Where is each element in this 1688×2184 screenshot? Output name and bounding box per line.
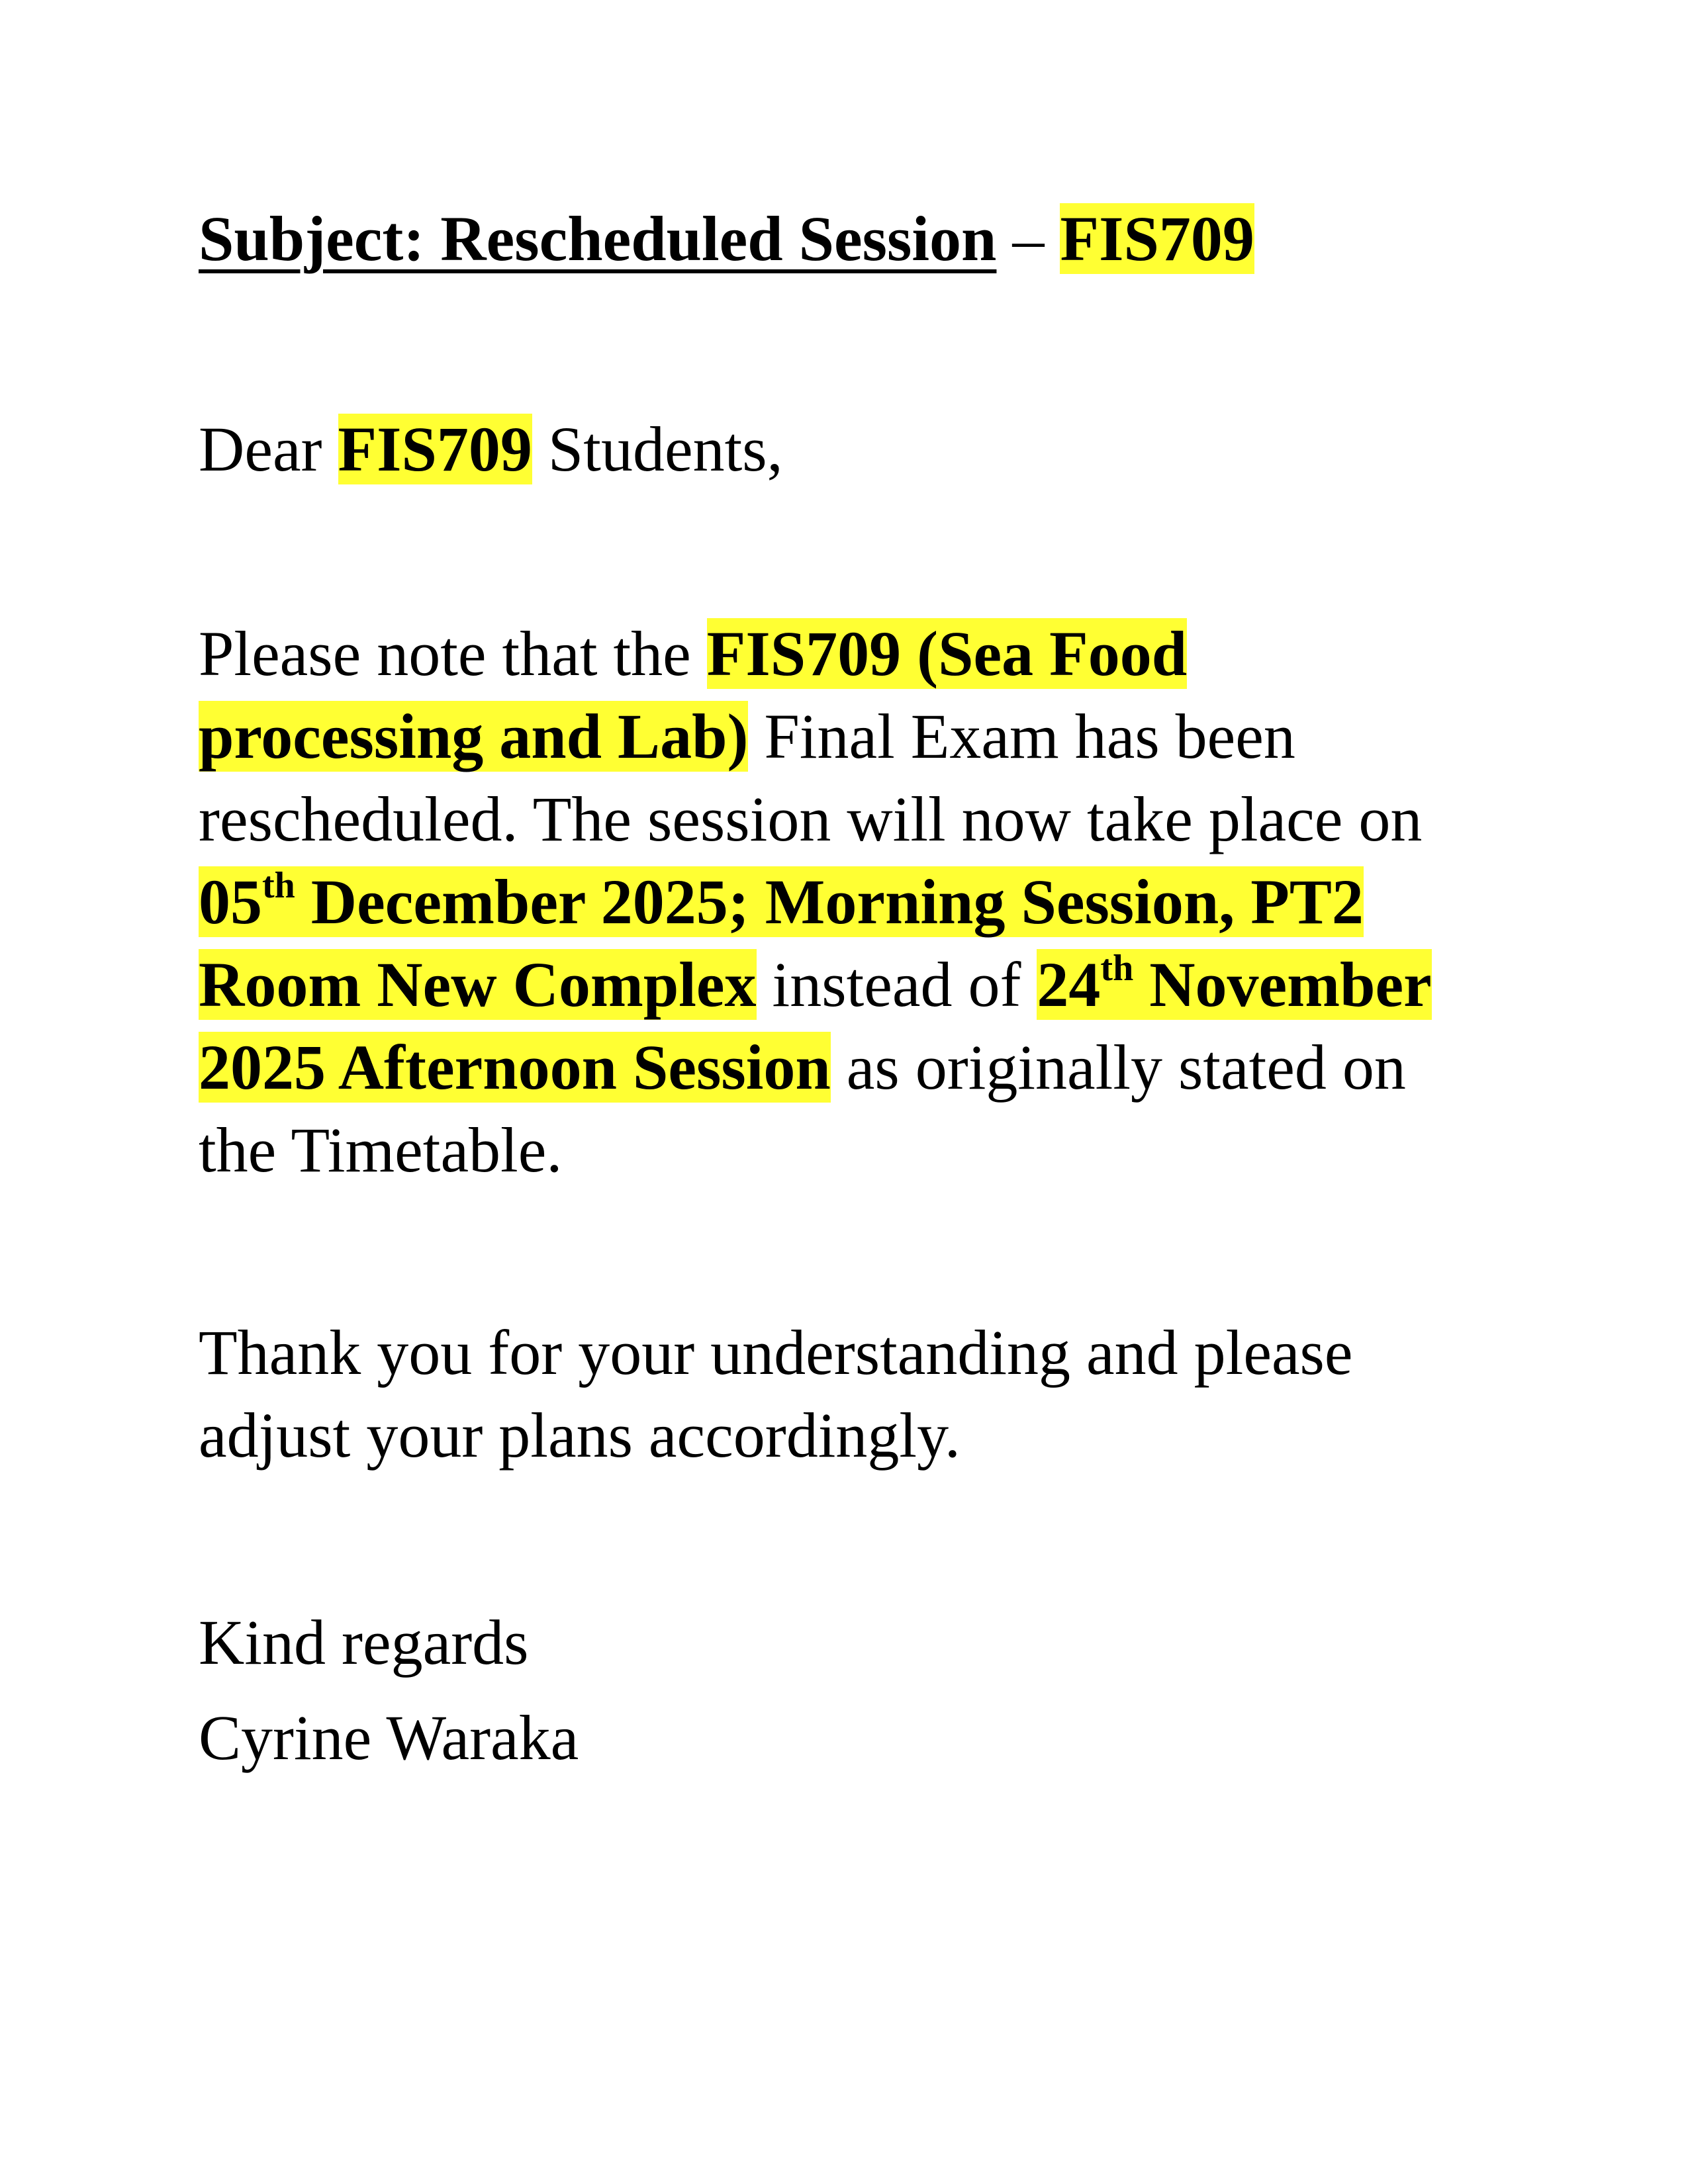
body-line bbox=[199, 860, 1523, 943]
course-title-highlight: FIS709 (Sea Food bbox=[706, 618, 1188, 689]
body-line bbox=[199, 1109, 1523, 1191]
closing-text: Kind regards bbox=[199, 1607, 529, 1678]
old-date-month: November bbox=[1133, 949, 1432, 1020]
body-text: the Timetable. bbox=[199, 1115, 563, 1185]
subject-dash: – bbox=[996, 203, 1060, 274]
greeting-course-code: FIS709 bbox=[338, 414, 532, 484]
body-paragraph bbox=[199, 612, 1523, 1191]
thanks-line: adjust your plans accordingly. bbox=[199, 1400, 961, 1471]
greeting bbox=[199, 408, 1523, 490]
closing bbox=[199, 1601, 1523, 1684]
body-text: rescheduled. The session will now take place on bbox=[199, 784, 1423, 854]
subject-line bbox=[199, 197, 1523, 280]
new-date-highlight bbox=[199, 866, 1364, 937]
new-venue-highlight: Room New Complex bbox=[199, 949, 757, 1020]
old-date-day: 24 bbox=[1037, 949, 1101, 1020]
new-date-day: 05 bbox=[199, 866, 262, 937]
greeting-suffix: Students, bbox=[532, 414, 783, 484]
subject-course-code: FIS709 bbox=[1060, 203, 1254, 274]
body-line bbox=[199, 1026, 1523, 1109]
body-line bbox=[199, 695, 1523, 778]
thanks-line: Thank you for your understanding and please bbox=[199, 1317, 1353, 1388]
body-line bbox=[199, 943, 1523, 1026]
greeting-prefix: Dear bbox=[199, 414, 338, 484]
course-title-highlight: processing and Lab) bbox=[199, 701, 749, 772]
new-date-details: December 2025; Morning Session, PT2 bbox=[295, 866, 1364, 937]
old-session-highlight: 2025 Afternoon Session bbox=[199, 1032, 831, 1103]
new-date-ordinal: th bbox=[262, 865, 295, 906]
old-date-ordinal: th bbox=[1100, 948, 1134, 989]
old-date-highlight bbox=[1037, 949, 1431, 1020]
body-text: as originally stated on bbox=[830, 1032, 1406, 1103]
body-line bbox=[199, 778, 1523, 860]
body-text: instead of bbox=[756, 949, 1037, 1020]
body-text: Please note that the bbox=[199, 618, 707, 689]
thanks-paragraph bbox=[199, 1311, 1523, 1477]
body-text: Final Exam has been bbox=[748, 701, 1295, 772]
body-line bbox=[199, 612, 1523, 695]
signature-name bbox=[199, 1696, 1523, 1779]
signer-name: Cyrine Waraka bbox=[199, 1702, 579, 1773]
subject-label: Subject: Rescheduled Session bbox=[199, 203, 997, 274]
